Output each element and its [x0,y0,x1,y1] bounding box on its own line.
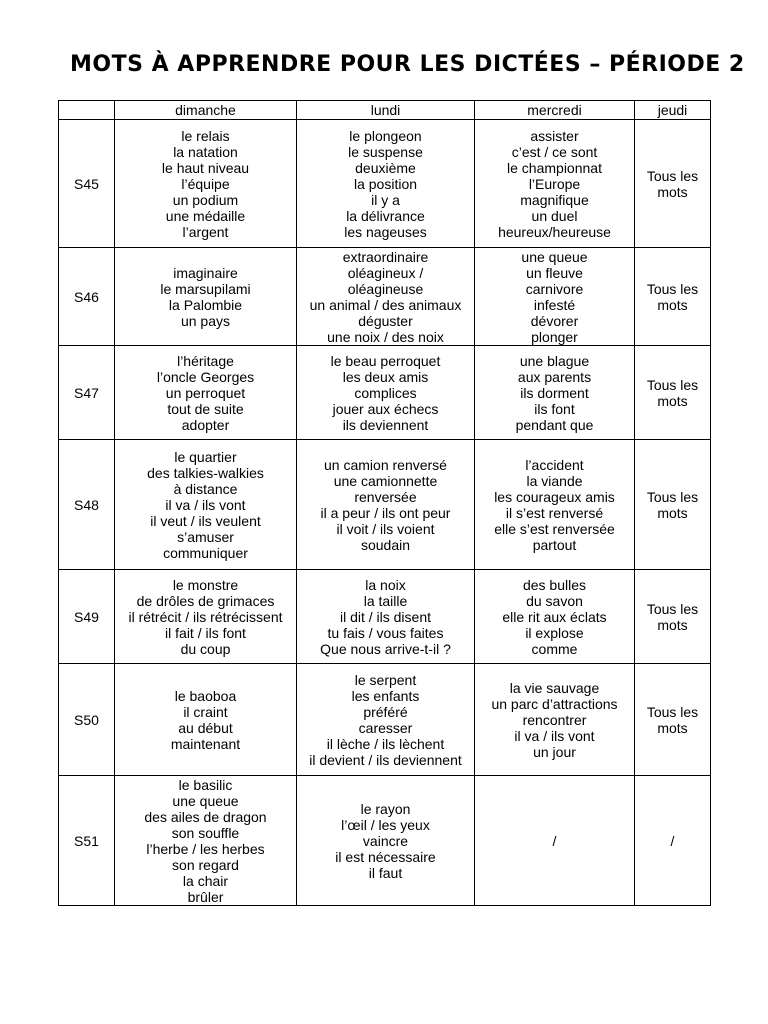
word-entry: l’argent [182,223,229,240]
word-entry: oléagineuse [347,280,424,297]
word-entry: un perroquet [165,384,246,401]
word-entry: préféré [363,703,408,720]
lundi-cell [297,440,475,570]
table-row [59,346,711,440]
word-entry: le relais [181,127,230,144]
table-row [59,120,711,248]
word-entry: le plongeon [349,127,422,144]
jeudi-cell [635,664,711,776]
word-entry: / [670,832,675,849]
word-entry: mots [657,504,688,521]
word-entry: l’Europe [528,175,581,192]
week-cell: S48 [59,440,115,570]
word-entry: le marsupilami [160,280,251,297]
word-entry: dévorer [530,312,579,329]
jeudi-cell [635,776,711,906]
page-title: MOTS À APPRENDRE POUR LES DICTÉES – PÉRIODE 2 [70,52,745,77]
word-entry: des ailes de dragon [144,808,267,825]
word-entry: il rétrécit / ils rétrécissent [128,608,283,625]
word-entry: au début [178,719,233,736]
week-cell: S45 [59,120,115,248]
word-entry: il va / ils vont [514,727,595,744]
word-entry: carnivore [525,280,584,297]
word-entry: son regard [172,856,239,873]
week-cell: S49 [59,570,115,664]
header-row [59,101,711,120]
word-entry: un parc d’attractions [491,695,618,712]
word-entry: des talkies-walkies [147,464,264,481]
word-entry: jouer aux échecs [332,400,439,417]
word-entry: il a peur / ils ont peur [320,504,451,521]
dimanche-cell [115,664,297,776]
word-entry: il fait / ils font [165,624,246,641]
word-entry: partout [532,536,577,553]
word-entry: déguster [358,312,413,329]
word-entry: deuxième [355,159,416,176]
word-entry: le serpent [354,671,417,688]
word-entry: plonger [531,328,578,345]
word-entry: imaginaire [173,264,238,281]
word-entry: / [552,832,557,849]
word-entry: Tous les [646,280,699,297]
word-entry: le beau perroquet [330,352,441,369]
word-entry: oléagineux / [347,264,424,281]
word-entry: mots [657,616,688,633]
header-mercredi: mercredi [475,101,635,120]
word-entry: la viande [526,472,583,489]
word-entry: il est nécessaire [335,848,436,865]
word-entry: le basilic [178,776,233,793]
word-entry: Tous les [646,376,699,393]
lundi-cell [297,120,475,248]
word-entry: un duel [531,207,578,224]
word-entry: elle rit aux éclats [502,608,607,625]
word-entry: un jour [533,743,576,760]
word-entry: l’héritage [177,352,234,369]
lundi-cell [297,570,475,664]
lundi-cell [297,346,475,440]
word-entry: un pays [180,312,231,329]
word-entry: une queue [172,792,239,809]
word-entry: il y a [371,191,400,208]
word-entry: tout de suite [167,400,244,417]
header-jeudi: jeudi [635,101,711,120]
word-entry: des bulles [522,576,587,593]
jeudi-cell [635,120,711,248]
word-entry: à distance [173,480,238,497]
word-entry: le suspense [348,143,423,160]
week-cell: S47 [59,346,115,440]
mercredi-cell [475,570,635,664]
jeudi-cell [635,346,711,440]
word-entry: mots [657,392,688,409]
word-entry: l’œil / les yeux [341,816,430,833]
word-entry: il s’est renversé [505,504,604,521]
word-entry: la noix [365,576,406,593]
word-entry: caresser [358,719,413,736]
lundi-cell [297,248,475,346]
word-entry: l’herbe / les herbes [146,840,265,857]
word-entry: s’amuser [177,528,234,545]
word-entry: la natation [173,143,238,160]
word-entry: le haut niveau [161,159,250,176]
mercredi-cell [475,248,635,346]
word-entry: la chair [182,872,229,889]
word-entry: il veut / ils veulent [150,512,261,529]
word-entry: extraordinaire [342,248,429,265]
week-cell: S50 [59,664,115,776]
word-entry: magnifique [520,191,589,208]
word-entry: une queue [521,248,588,265]
word-entry: il craint [183,703,228,720]
word-entry: la taille [363,592,408,609]
word-entry: il faut [368,864,403,881]
word-entry: Tous les [646,703,699,720]
word-entry: une blague [519,352,590,369]
jeudi-cell [635,570,711,664]
word-entry: brûler [187,888,224,905]
dimanche-cell [115,120,297,248]
dimanche-cell [115,570,297,664]
word-entry: complices [354,384,417,401]
table-row [59,440,711,570]
word-entry: ils dorment [520,384,589,401]
mercredi-cell [475,346,635,440]
header-lundi: lundi [297,101,475,120]
word-entry: l’équipe [181,175,230,192]
table-row [59,570,711,664]
jeudi-cell [635,248,711,346]
word-entry: l’oncle Georges [156,368,255,385]
word-entry: les deux amis [342,368,429,385]
word-entry: une camionnette [333,472,438,489]
word-entry: de drôles de grimaces [136,592,275,609]
dimanche-cell [115,346,297,440]
word-entry: la position [353,175,418,192]
header-week [59,101,115,120]
word-entry: soudain [360,536,411,553]
word-entry: il devient / ils deviennent [309,751,462,768]
dimanche-cell [115,776,297,906]
word-entry: communiquer [163,544,248,561]
word-entry: ils deviennent [342,416,429,433]
word-entry: il dit / ils disent [339,608,432,625]
word-entry: vaincre [362,832,409,849]
word-entry: le monstre [172,576,239,593]
word-list-table [58,100,711,906]
word-entry: un fleuve [526,264,583,281]
word-entry: il va / ils vont [165,496,246,513]
mercredi-cell [475,664,635,776]
word-entry: mots [657,296,688,313]
word-entry: le quartier [174,448,237,465]
mercredi-cell [475,120,635,248]
word-entry: pendant que [515,416,594,433]
word-entry: infesté [533,296,576,313]
table-row [59,664,711,776]
dimanche-cell [115,248,297,346]
word-entry: ils font [534,400,575,417]
word-entry: le rayon [360,800,411,817]
word-entry: un animal / des animaux [309,296,462,313]
word-entry: le baoboa [174,687,237,704]
word-entry: adopter [181,416,230,433]
lundi-cell [297,664,475,776]
word-entry: il explose [525,624,584,641]
word-entry: les courageux amis [494,488,615,505]
mercredi-cell [475,440,635,570]
word-entry: c’est / ce sont [511,143,598,160]
table-row [59,776,711,906]
word-entry: un podium [172,191,239,208]
word-entry: les nageuses [344,223,427,240]
word-entry: du savon [526,592,583,609]
word-entry: Que nous arrive-t-il ? [320,640,451,657]
word-entry: la vie sauvage [509,679,600,696]
word-entry: rencontrer [522,711,587,728]
jeudi-cell [635,440,711,570]
word-entry: aux parents [517,368,592,385]
word-entry: comme [531,640,578,657]
word-entry: il lèche / ils lèchent [326,735,445,752]
word-entry: son souffle [171,824,240,841]
lundi-cell [297,776,475,906]
word-entry: mots [657,719,688,736]
week-cell: S51 [59,776,115,906]
word-entry: assister [530,127,579,144]
word-entry: le championnat [507,159,602,176]
table-row [59,248,711,346]
word-entry: Tous les [646,167,699,184]
word-entry: heureux/heureuse [498,223,611,240]
word-entry: mots [657,183,688,200]
word-entry: elle s’est renversée [494,520,615,537]
word-entry: du coup [180,640,231,657]
word-entry: la délivrance [346,207,425,224]
word-entry: les enfants [351,687,420,704]
word-entry: une noix / des noix [327,328,444,345]
word-entry: la Palombie [168,296,243,313]
word-entry: tu fais / vous faites [327,624,444,641]
header-dimanche: dimanche [115,101,297,120]
word-entry: une médaille [165,207,246,224]
word-entry: l’accident [525,456,584,473]
week-cell: S46 [59,248,115,346]
word-entry: Tous les [646,600,699,617]
mercredi-cell [475,776,635,906]
word-entry: il voit / ils voient [336,520,435,537]
dimanche-cell [115,440,297,570]
word-entry: maintenant [170,735,241,752]
word-entry: Tous les [646,488,699,505]
word-entry: renversée [354,488,417,505]
word-entry: un camion renversé [324,456,447,473]
